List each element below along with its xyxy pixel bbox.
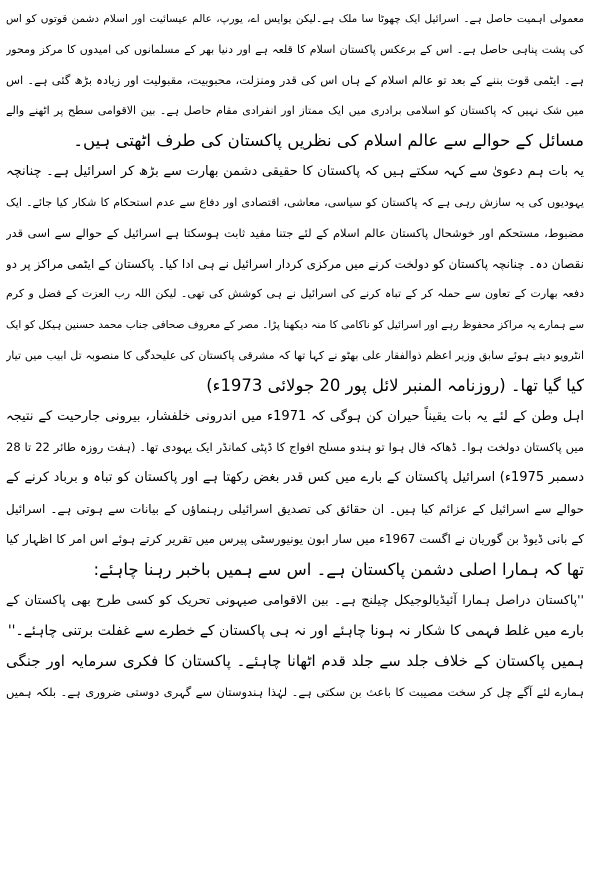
text-line: ہمارے لئے آگے چل کر سخت مصیبت کا باعث بن سکتی ہے۔ لہٰذا ہندوستان سے گہری دوستی ضروری ہے۔ بلکہ ہمیں	[6, 685, 584, 700]
paragraph-5	[6, 646, 584, 707]
text-line: نقصان دہ۔ چنانچہ پاکستان کو دولخت کرنے میں مرکزی کردار اسرائیل نے ہی ادا کیا۔ پاکستان کے ایٹمی مراکز پر دو	[6, 256, 584, 271]
text-line: انٹرویو دیتے ہوئے سابق وزیر اعظم ذوالفقار علی بھٹو نے کہا تھا کہ مشرقی پاکستان کی علیحدگی کا منصوبہ تل ابیب میں تیار	[6, 348, 584, 362]
text-line: دسمبر 1975ء) اسرائیل پاکستان کے بارے میں کس قدر بغض رکھتا ہے اور پاکستان کو تباہ و برباد کرنے کے	[6, 469, 584, 485]
text-line: یہ بات ہم دعویٰ سے کہہ سکتے ہیں کہ پاکستان کا حقیقی دشمن بھارت سے بڑھ کر اسرائیل ہے۔ چنانچہ	[6, 163, 584, 179]
text-line: اہل وطن کے لئے یہ بات یقیناً حیران کن ہوگی کہ 1971ء میں اندرونی خلفشار، بیرونی جارحیت کے نتیجہ	[6, 408, 584, 424]
text-line: ''پاکستان دراصل ہمارا آئیڈیالوجیکل چیلنج ہے۔ بین الاقوامی صیہونی تحریک کو کسی طرح بھی پاکستان کے	[6, 592, 584, 608]
text-line: حوالے سے اسرائیل کے عزائم کیا ہیں۔ ان حقائق کی تصدیق اسرائیلی رہنماؤں کے بیانات سے ہوتی ہے۔ اسرائیل	[6, 501, 584, 516]
text-line: دفعہ بھارت کے تعاون سے حملہ کر کے تباہ کرنے کی اسرائیل نے ہی کوشش کی تھی۔ لیکن اللہ رب العزت کے فضل و کرم	[6, 287, 584, 301]
text-line: ہمیں پاکستان کے خلاف جلد سے جلد قدم اٹھانا چاہئے۔ پاکستان کا فکری سرمایہ اور جنگی	[6, 652, 584, 671]
text-line: کی پشت پناہی حاصل ہے۔ اس کے برعکس پاکستان اسلام کا قلعہ ہے اور دنیا بھر کے مسلمانوں کی امیدوں کا مرکز ومحور	[6, 42, 584, 56]
text-line: مضبوط، مستحکم اور خوشحال پاکستان عالم اسلام کے لئے جتنا مفید ثابت ہوسکتا ہے اسرائیل کے حوالے سے اسی قدر	[6, 226, 584, 241]
text-line: یہودیوں کی یہ سازش رہی ہے کہ پاکستان کو سیاسی، معاشی، اقتصادی اور دفاع سے عدم استحکام کا شکار کیا جائے۔ ایک	[6, 195, 584, 209]
text-line: کے بانی ڈیوڈ بن گوریان نے اگست 1967ء میں سار ابون یونیورسٹی پیرس میں تقریر کرتے ہوئے اس امر کا اظہار کیا	[6, 532, 584, 547]
paragraph-3	[6, 402, 584, 586]
paragraph-1	[6, 4, 584, 157]
text-line: بارے میں غلط فہمی کا شکار نہ ہونا چاہئے اور نہ ہی پاکستان کے خطرے سے غفلت برتنی چاہئے۔''	[7, 622, 584, 639]
text-line: میں پاکستان دولخت ہوا۔ ڈھاکہ فال ہوا تو ہندو مسلح افواج کا ڈپٹی کمانڈر ایک یہودی تھا۔ (ہفت روزہ طائر 22 تا 28	[6, 440, 584, 455]
text-line: ہے۔ ایٹمی قوت بننے کے بعد تو عالم اسلام کے ہاں اس کی قدر ومنزلت، محبوبیت، مقبولیت اور زیادہ بڑھ گئی ہے۔ اس	[6, 73, 584, 88]
text-line: کیا گیا تھا۔ (روزنامہ المنبر لائل پور 20 جولائی 1973ء)	[206, 376, 584, 396]
text-line: میں شک نہیں کہ پاکستان کو اسلامی برادری میں ایک ممتاز اور انفرادی مقام حاصل ہے۔ بین الاقوامی سطح پر اٹھنے والے	[6, 103, 584, 117]
text-line: سے ہمارے یہ مراکز محفوظ رہے اور اسرائیل کو ناکامی کا منہ دیکھنا پڑا۔ مصر کے معروف صحافی جناب محمد حسنین ہیکل کو ایک	[6, 318, 584, 331]
paragraph-2	[6, 157, 584, 402]
text-line: معمولی اہمیت حاصل ہے۔ اسرائیل ایک چھوٹا سا ملک ہے۔لیکن یوایس اے، یورپ، عالم عیسائیت اور اسلام دشمن قوتوں کو اس	[6, 13, 584, 25]
text-line: مسائل کے حوالے سے عالم اسلام کی نظریں پاکستان کی طرف اٹھتی ہیں۔	[73, 131, 584, 151]
quotation	[6, 585, 584, 646]
text-line: تھا کہ ہمارا اصلی دشمن پاکستان ہے۔ اس سے ہمیں باخبر رہنا چاہئے:	[93, 559, 584, 579]
